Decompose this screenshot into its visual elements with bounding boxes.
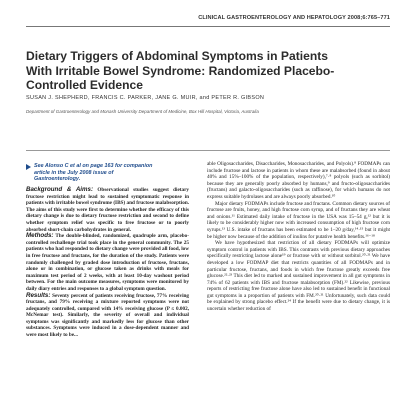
- body-text-column: [207, 161, 390, 313]
- triangle-bullet-icon: [26, 164, 31, 170]
- abstract-results: [26, 293, 189, 339]
- results-heading: Results:: [26, 291, 51, 299]
- author-affiliation: Department of Gastroenterology and Monash University Department of Medicine, Box Hill Hospital, Victoria, Australia: [26, 109, 259, 114]
- section-divider: [26, 150, 390, 151]
- header-rule: [26, 26, 390, 27]
- abstract-column: [26, 187, 189, 339]
- article-authors: SUSAN J. SHEPHERD, FRANCIS C. PARKER, JANE G. MUIR, and PETER R. GIBSON: [26, 95, 265, 101]
- methods-text: The double-blinded, randomized, quadruple arm, placebo-controlled rechallenge trial took place in the general community. The 25 patients who had responded to dietary change were provided all food, low in free fructose and fructans, for the duration of the study. Patients were randomly challenged by graded dose introduction of fructose, fructans, alone or in combination, or glucose taken as drinks with meals for maximum test period of 2 weeks, with at least 10-day washout period between. For the main outcome measures, symptoms were monitored by daily diary entries and responses to a global symptom question.: [26, 233, 189, 292]
- results-text: Seventy percent of patients receiving fructose, 77% receiving fructans, and 79% receiving a mixture reported symptoms were not adequately controlled, compared with 14% receiving glucose (P ≤ 0.002, McNemar test). Similarly, the severity of overall and individual symptoms was significantly and markedly less for glucose than other substances. Symptoms were induced in a dose-dependent manner and were most likely to be...: [26, 292, 189, 339]
- body-paragraph: able Oligosaccharides, Disaccharides, Monosaccharides, and Polyols).⁸ FODMAPs can include fructose and lactose in patients in whom these are malabsorbed (found in about 40% and 15%–100% of the population, respectively),⁷·⁸ polyols (such as sorbitol) because they are generally poorly absorbed by humans,⁹ and fructo-oligosaccharides (fructans) and galacto-oligosaccharides (such as raffinose), for which humans do not express suitable hydrolases and are always poorly absorbed.¹⁰: [207, 161, 390, 200]
- body-paragraph: Major dietary FODMAPs include fructose and fructans. Common dietary sources of fructose are fruits, honey, and high fructose corn syrup, and of fructans they are wheat and onions.¹¹ Estimated daily intake of fructose in the USA was 15–54 g,¹² but it is likely to be considerably higher now with increased consumption of high fructose corn syrups.¹³ U.S. intake of fructans has been estimated to be 1–20 g/day,¹⁴·¹⁵ but it might be higher now because of the addition of inulins for putative health benefits.¹⁶⁻¹⁸: [207, 200, 390, 240]
- companion-article-note[interactable]: [26, 163, 153, 183]
- abstract-methods: [26, 233, 189, 292]
- methods-heading: Methods:: [26, 232, 54, 240]
- article-title: Dietary Triggers of Abdominal Symptoms in Patients With Irritable Bowel Syndrome: Randomized Placebo-Controlled Evidence: [26, 49, 335, 93]
- background-text: Observational studies suggest dietary fructose restriction might lead to sustained symptomatic response in patients with irritable bowel syndrome (IBS) and fructose malabsorption. The aims of this study were first to determine whether the efficacy of this dietary change is due to dietary fructose restriction and second to define whether symptom relief was specific to free fructose or to poorly absorbed short-chain carbohydrates in general.: [26, 187, 190, 233]
- background-heading: Background & Aims:: [26, 186, 94, 193]
- companion-article-text[interactable]: See Alonso C et al on page 163 for companion article in the July 2008 issue of Gastroenterology.: [34, 163, 153, 183]
- body-paragraph: We have hypothesized that restriction of all dietary FODMAPs will optimize symptom control in patients with IBS. This contrasts with previous dietary approaches specifically restricting lactose alone¹⁹ or fructose with or without sorbitol.²⁰·²¹ We have developed a low FODMAP diet that restricts quantities of all FODMAPs and in particular fructose, fructans, and foods in which free fructose greatly exceeds free glucose.²²·²³ This diet led to marked and sustained improvement in all gut symptoms in 74% of 62 patients with IBS and fructose malabsorption (FM).²² Likewise, previous reports of restricting free fructose alone have also led to sustained benefit in functional gut symptoms in a proportion of patients with FM.²⁰·²¹ Unfortunately, such data could be explained by strong placebo effect.²⁴ If the benefit were due to dietary change, it is uncertain whether reduction of: [207, 240, 390, 313]
- abstract-background: [26, 187, 189, 233]
- journal-running-head: CLINICAL GASTROENTEROLOGY AND HEPATOLOGY 2008;6:765–771: [198, 15, 390, 21]
